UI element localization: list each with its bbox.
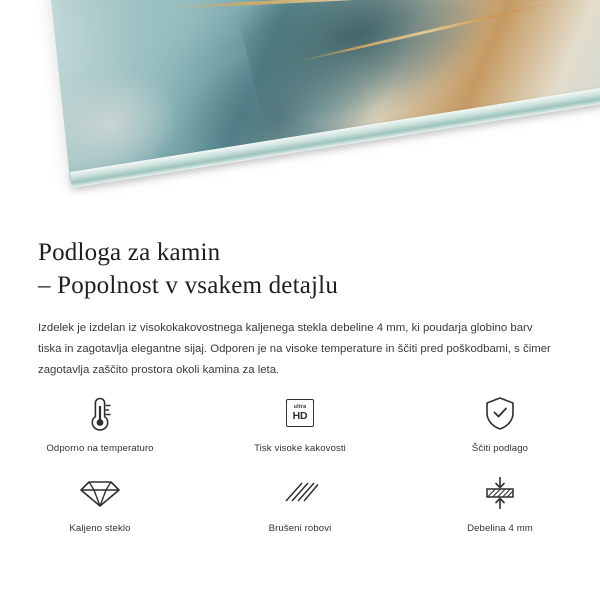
feature-label: Odporno na temperaturo (46, 443, 154, 454)
sparkle-icon (508, 150, 542, 184)
feature-item-tempered-glass (0, 472, 200, 546)
feature-label: Ščiti podlago (471, 443, 529, 454)
thermometer-icon (83, 392, 117, 434)
page-title-line-1: Podloga za kamin (38, 239, 221, 266)
description-paragraph: Izdelek je izdelan iz visokokakovostnega kaljenega stekla debeline 4 mm, ki poudarja globino barv tiska in zagotavlja elegantne sijaj. Odporen je na visoke temperature in ščiti pred poškodbami, s čimer zagotavlja zaščito prostora okoli kamina za leta. (38, 322, 551, 376)
feature-item-protects-surface (400, 392, 600, 466)
sparkle-icon (544, 172, 566, 194)
feature-grid (0, 392, 600, 546)
ultra-hd-icon (286, 392, 314, 434)
text-content (0, 222, 600, 380)
feature-label: Tisk visoke kakovosti (254, 443, 346, 454)
ultra-hd-badge-top: ultra (293, 403, 307, 410)
sparkle-icon (506, 186, 522, 202)
feature-item-print-quality (200, 392, 400, 466)
hero-image-inner (0, 0, 600, 222)
shield-check-icon (482, 392, 518, 434)
feature-label: Debelina 4 mm (467, 523, 533, 534)
marble-glass-panel (35, 0, 600, 180)
diamond-icon (79, 472, 121, 514)
page-title (0, 222, 600, 302)
feature-label: Kaljeno steklo (69, 523, 131, 534)
feature-item-polished-edges (200, 472, 400, 546)
ultra-hd-badge-bottom: HD (292, 409, 308, 422)
thickness-arrows-icon (480, 472, 520, 514)
feature-item-thickness (400, 472, 600, 546)
feature-item-temperature (0, 392, 200, 466)
polished-edges-icon (280, 472, 320, 514)
ultra-hd-badge (286, 399, 314, 427)
hero-image (0, 0, 600, 222)
feature-label: Brušeni robovi (268, 523, 332, 534)
page-title-line-2: – Popolnost v vsakem detajlu (38, 272, 339, 299)
